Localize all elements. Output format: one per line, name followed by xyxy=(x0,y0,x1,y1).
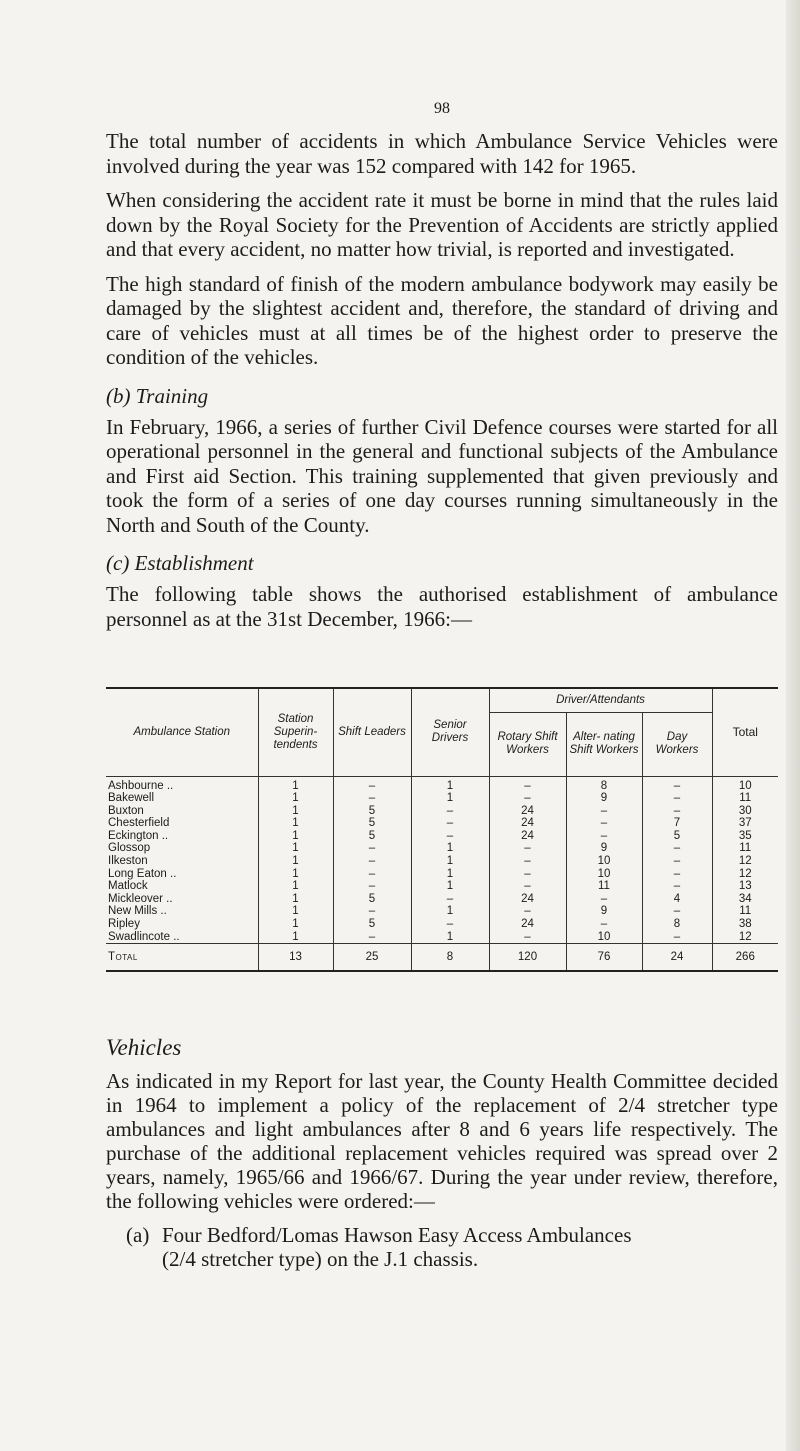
cell-day: – xyxy=(642,905,712,918)
cell-sup: 13 xyxy=(258,944,333,972)
station-cell: Buxton xyxy=(108,804,144,817)
header-alternating: Alter- nating Shift Workers xyxy=(566,712,642,776)
station-cell: Chesterfield xyxy=(108,817,170,830)
cell-shift: 5 xyxy=(333,893,411,906)
training-label: (b) xyxy=(106,383,131,408)
cell-shift: – xyxy=(333,855,411,868)
cell-total: 35 xyxy=(712,830,778,843)
body-text xyxy=(106,129,778,641)
cell-total: 12 xyxy=(712,931,778,944)
cell-alt: 9 xyxy=(566,842,642,855)
station-cell: New Mills .. xyxy=(108,905,167,918)
table-row xyxy=(106,893,778,906)
cell-sup: 1 xyxy=(258,830,333,843)
table-row xyxy=(106,905,778,918)
table-row xyxy=(106,868,778,881)
cell-total: 12 xyxy=(712,868,778,881)
cell-sup: 1 xyxy=(258,855,333,868)
page-number: 98 xyxy=(434,100,450,117)
table-row xyxy=(106,805,778,818)
cell-day: 5 xyxy=(642,830,712,843)
cell-alt: – xyxy=(566,918,642,931)
item-line-1: Four Bedford/Lomas Hawson Easy Access Ambulances xyxy=(162,1223,632,1247)
cell-sup: 1 xyxy=(258,880,333,893)
cell-day: – xyxy=(642,842,712,855)
cell-senior: – xyxy=(411,817,489,830)
cell-alt: 10 xyxy=(566,931,642,944)
header-driver-attendants: Driver/Attendants xyxy=(489,688,712,712)
cell-rotary: – xyxy=(489,842,566,855)
cell-rotary: 24 xyxy=(489,805,566,818)
cell-senior: – xyxy=(411,893,489,906)
paragraph-accidents: The total number of accidents in which Ambulance Service Vehicles were involved during the year was 152 compared with 142 for 1965. xyxy=(106,129,778,178)
cell-alt: 10 xyxy=(566,855,642,868)
cell-shift: – xyxy=(333,842,411,855)
cell-shift: 25 xyxy=(333,944,411,972)
paragraph-establishment: The following table shows the authorised establishment of ambulance personnel as at the 31st December, 1966:— xyxy=(106,582,778,631)
station-cell: Ripley xyxy=(108,918,140,931)
header-day: Day Workers xyxy=(642,712,712,776)
cell-day: – xyxy=(642,776,712,792)
cell-rotary: 24 xyxy=(489,817,566,830)
cell-alt: – xyxy=(566,893,642,906)
item-label: (a) xyxy=(126,1223,150,1247)
establishment-heading xyxy=(106,551,778,576)
cell-senior: 1 xyxy=(411,776,489,792)
cell-sup: 1 xyxy=(258,842,333,855)
cell-rotary: – xyxy=(489,905,566,918)
total-row xyxy=(106,944,778,972)
cell-senior: 8 xyxy=(411,944,489,972)
cell-shift: 5 xyxy=(333,918,411,931)
cell-total: 34 xyxy=(712,893,778,906)
station-cell: Matlock xyxy=(108,880,148,893)
cell-alt: – xyxy=(566,805,642,818)
cell-rotary: 24 xyxy=(489,830,566,843)
cell-senior: 1 xyxy=(411,880,489,893)
cell-alt: – xyxy=(566,817,642,830)
header-rotary: Rotary Shift Workers xyxy=(489,712,566,776)
table-row xyxy=(106,918,778,931)
cell-sup: 1 xyxy=(258,931,333,944)
cell-senior: 1 xyxy=(411,842,489,855)
station-cell: Bakewell xyxy=(108,792,155,805)
cell-sup: 1 xyxy=(258,905,333,918)
station-cell: Ilkeston xyxy=(108,855,148,868)
cell-sup: 1 xyxy=(258,817,333,830)
table-row xyxy=(106,842,778,855)
header-shift-leaders: Shift Leaders xyxy=(333,688,411,776)
cell-rotary: 24 xyxy=(489,893,566,906)
cell-shift: – xyxy=(333,776,411,792)
cell-rotary: – xyxy=(489,868,566,881)
cell-sup: 1 xyxy=(258,893,333,906)
item-line-2: (2/4 stretcher type) on the J.1 chassis. xyxy=(162,1247,479,1271)
cell-senior: 1 xyxy=(411,931,489,944)
table-row xyxy=(106,931,778,944)
cell-day: – xyxy=(642,931,712,944)
header-station: Ambulance Station xyxy=(106,688,258,776)
cell-sup: 1 xyxy=(258,792,333,805)
station-cell: Swadlincote .. xyxy=(108,930,180,943)
table-row xyxy=(106,776,778,792)
cell-sup: 1 xyxy=(258,805,333,818)
cell-alt: 11 xyxy=(566,880,642,893)
cell-alt: 9 xyxy=(566,792,642,805)
cell-shift: – xyxy=(333,905,411,918)
cell-senior: 1 xyxy=(411,905,489,918)
training-title: Training xyxy=(135,383,209,408)
paragraph-accident-rate: When considering the accident rate it must be borne in mind that the rules laid down by the Royal Society for the Prevention of Accidents are strictly applied and that every accident, no matter how trivial, is reported and investigated. xyxy=(106,188,778,261)
station-cell: Eckington .. xyxy=(108,829,169,842)
cell-alt: 8 xyxy=(566,776,642,792)
cell-senior: – xyxy=(411,830,489,843)
cell-rotary: 24 xyxy=(489,918,566,931)
station-cell: Glossop xyxy=(108,842,151,855)
training-heading xyxy=(106,384,778,409)
station-cell: Ashbourne .. xyxy=(108,779,174,792)
cell-alt: 9 xyxy=(566,905,642,918)
cell-shift: – xyxy=(333,880,411,893)
establishment-table xyxy=(106,687,778,972)
table-row xyxy=(106,817,778,830)
cell-alt: 10 xyxy=(566,868,642,881)
header-superintendents: Station Superin- tendents xyxy=(258,688,333,776)
cell-total: 13 xyxy=(712,880,778,893)
cell-total: 12 xyxy=(712,855,778,868)
cell-sup: 1 xyxy=(258,868,333,881)
station-cell: Mickleover .. xyxy=(108,892,173,905)
paragraph-training: In February, 1966, a series of further Civil Defence courses were started for all operational personnel in the general and functional subjects of the Ambulance and First aid Section. This training supplemented that given previously and took the form of a series of one day courses running simultaneously in the North and South of the County. xyxy=(106,414,778,537)
cell-shift: 5 xyxy=(333,830,411,843)
cell-day: 8 xyxy=(642,918,712,931)
establishment-title: Establishment xyxy=(134,551,254,575)
cell-senior: – xyxy=(411,918,489,931)
cell-rotary: 120 xyxy=(489,944,566,972)
cell-alt: – xyxy=(566,830,642,843)
cell-sup: 1 xyxy=(258,918,333,931)
vehicles-section xyxy=(106,1035,778,1271)
table-row xyxy=(106,830,778,843)
cell-senior: 1 xyxy=(411,792,489,805)
cell-total: 266 xyxy=(712,944,778,972)
cell-shift: 5 xyxy=(333,817,411,830)
station-cell: Long Eaton .. xyxy=(108,867,177,880)
table-row xyxy=(106,855,778,868)
cell-total: 11 xyxy=(712,792,778,805)
cell-total: 11 xyxy=(712,905,778,918)
table-row xyxy=(106,792,778,805)
header-senior-drivers: Senior Drivers xyxy=(411,688,489,776)
establishment-table-wrap xyxy=(106,687,778,972)
cell-rotary: – xyxy=(489,776,566,792)
cell-shift: – xyxy=(333,931,411,944)
station-cell: Total xyxy=(106,944,258,972)
cell-shift: – xyxy=(333,868,411,881)
cell-alt: 76 xyxy=(566,944,642,972)
cell-day: 7 xyxy=(642,817,712,830)
cell-senior: 1 xyxy=(411,868,489,881)
vehicle-order-item xyxy=(126,1223,778,1271)
cell-senior: 1 xyxy=(411,855,489,868)
page-edge xyxy=(786,0,800,1451)
paragraph-vehicles: As indicated in my Report for last year, the County Health Committee decided in 1964 to implement a policy of the replacement of 2/4 stretcher type ambulances and light ambulances after 8 and 6 years life respectively. The purchase of the additional replacement vehicles required was spread over 2 years, namely, 1965/66 and 1966/67. During the year under review, therefore, the following vehicles were ordered:— xyxy=(106,1069,778,1213)
header-total: Total xyxy=(712,688,778,776)
cell-day: 24 xyxy=(642,944,712,972)
cell-rotary: – xyxy=(489,792,566,805)
cell-total: 10 xyxy=(712,776,778,792)
vehicles-heading: Vehicles xyxy=(106,1035,182,1060)
cell-senior: – xyxy=(411,805,489,818)
cell-rotary: – xyxy=(489,931,566,944)
cell-day: – xyxy=(642,868,712,881)
cell-day: – xyxy=(642,805,712,818)
cell-total: 37 xyxy=(712,817,778,830)
cell-day: – xyxy=(642,880,712,893)
cell-day: 4 xyxy=(642,893,712,906)
establishment-label: (c) xyxy=(106,551,130,575)
cell-total: 30 xyxy=(712,805,778,818)
cell-shift: – xyxy=(333,792,411,805)
cell-day: – xyxy=(642,792,712,805)
cell-sup: 1 xyxy=(258,776,333,792)
cell-total: 11 xyxy=(712,842,778,855)
table-row xyxy=(106,880,778,893)
paragraph-bodywork: The high standard of finish of the modern ambulance bodywork may easily be damaged by the slightest accident and, therefore, the standard of driving and care of vehicles must at all times be of the highest order to preserve the condition of the vehicles. xyxy=(106,271,778,369)
cell-rotary: – xyxy=(489,855,566,868)
cell-total: 38 xyxy=(712,918,778,931)
cell-day: – xyxy=(642,855,712,868)
cell-rotary: – xyxy=(489,880,566,893)
cell-shift: 5 xyxy=(333,805,411,818)
